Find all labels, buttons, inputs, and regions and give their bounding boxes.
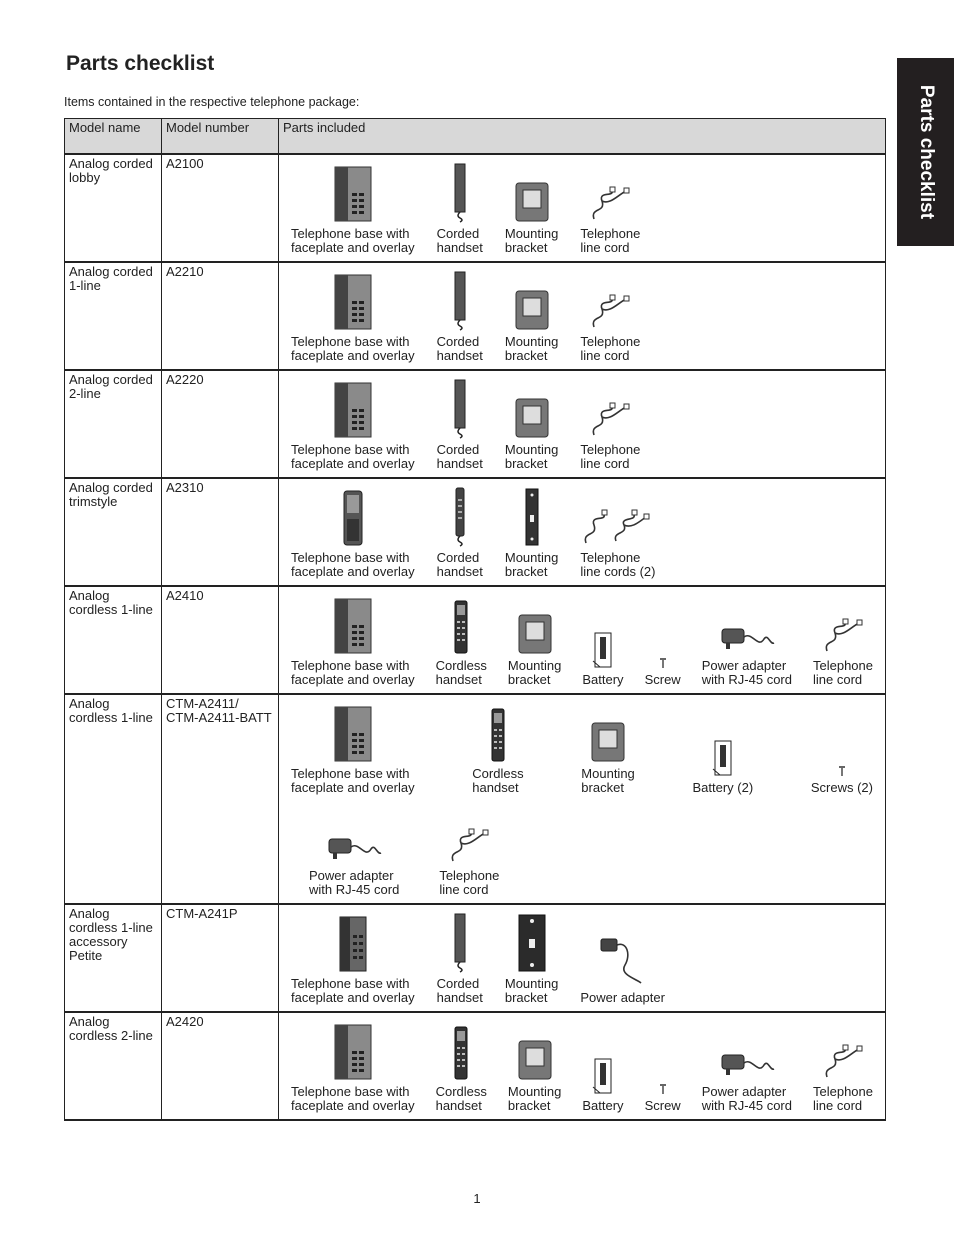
parts-line bbox=[283, 697, 881, 799]
battery-icon bbox=[712, 717, 734, 777]
model-number-cell: CTM-A241P bbox=[162, 904, 279, 1012]
part-item bbox=[813, 595, 873, 687]
model-number-cell: A2410 bbox=[162, 586, 279, 694]
table-row bbox=[65, 154, 886, 262]
side-tab-label: Parts checklist bbox=[915, 84, 937, 220]
model-name-cell: Analog cordless 1-line bbox=[65, 586, 162, 694]
parts-line bbox=[283, 265, 881, 367]
part-label: Cordless handset bbox=[435, 1084, 487, 1113]
model-name-cell: Analog corded 2-line bbox=[65, 370, 162, 478]
telephone-line-cord-icon bbox=[588, 163, 632, 223]
parts-included-cell bbox=[279, 694, 886, 904]
part-item bbox=[645, 609, 681, 687]
part-item bbox=[582, 609, 623, 687]
corded-handset-icon bbox=[452, 913, 468, 973]
part-item bbox=[508, 595, 561, 687]
model-number-cell: A2420 bbox=[162, 1012, 279, 1120]
table-header-row bbox=[65, 119, 886, 155]
corded-handset-slim-icon bbox=[453, 487, 467, 547]
telephone-base-icon bbox=[333, 595, 373, 655]
model-name-cell: Analog corded trimstyle bbox=[65, 478, 162, 586]
power-adapter-icon bbox=[325, 805, 383, 865]
part-label: Corded handset bbox=[436, 550, 483, 579]
telephone-line-cords-icon bbox=[580, 487, 656, 547]
header-model-number: Model number bbox=[162, 119, 279, 155]
part-item bbox=[437, 487, 483, 579]
parts-line bbox=[283, 589, 881, 691]
header-model-name: Model name bbox=[65, 119, 162, 155]
battery-icon bbox=[592, 1035, 614, 1095]
telephone-line-cord-icon bbox=[821, 595, 865, 655]
telephone-base-icon bbox=[333, 379, 373, 439]
table-row bbox=[65, 370, 886, 478]
parts-included-cell bbox=[279, 154, 886, 262]
part-item bbox=[580, 379, 640, 471]
part-item bbox=[436, 1021, 487, 1113]
battery-icon bbox=[592, 609, 614, 669]
cordless-handset-icon bbox=[453, 1021, 469, 1081]
part-label: Telephone base with faceplate and overlay bbox=[291, 334, 415, 363]
table-row bbox=[65, 262, 886, 370]
header-parts-included: Parts included bbox=[279, 119, 886, 155]
model-number-cell: CTM-A2411/ CTM-A2411-BATT bbox=[162, 694, 279, 904]
part-label: Mounting bracket bbox=[504, 976, 559, 1005]
part-label: Corded handset bbox=[436, 226, 483, 255]
parts-included-cell bbox=[279, 478, 886, 586]
power-adapter-small-icon bbox=[597, 927, 649, 987]
trimstyle-base-icon bbox=[342, 487, 364, 547]
telephone-base-icon bbox=[333, 271, 373, 331]
model-number-cell: A2220 bbox=[162, 370, 279, 478]
mounting-bracket-icon bbox=[514, 163, 550, 223]
part-label: Screw bbox=[644, 1098, 681, 1113]
part-label: Corded handset bbox=[436, 976, 483, 1005]
parts-line bbox=[283, 907, 881, 1009]
table-row bbox=[65, 904, 886, 1012]
mounting-bracket-icon bbox=[590, 703, 626, 763]
telephone-base-icon bbox=[333, 703, 373, 763]
telephone-base-icon bbox=[333, 1021, 373, 1081]
part-label: Corded handset bbox=[436, 442, 483, 471]
parts-line bbox=[283, 1015, 881, 1117]
screw-icon bbox=[837, 717, 847, 777]
cordless-handset-icon bbox=[490, 703, 506, 763]
part-label: Corded handset bbox=[436, 334, 483, 363]
part-item bbox=[439, 805, 499, 897]
part-label: Mounting bracket bbox=[507, 658, 562, 687]
part-item bbox=[436, 595, 487, 687]
part-label: Mounting bracket bbox=[581, 766, 635, 795]
part-label: Screw bbox=[644, 672, 681, 687]
part-label: Telephone line cord bbox=[580, 226, 641, 255]
model-name-cell: Analog cordless 1-line accessory Petite bbox=[65, 904, 162, 1012]
part-item bbox=[505, 379, 558, 471]
part-item bbox=[505, 271, 558, 363]
part-item bbox=[702, 595, 792, 687]
part-label: Battery bbox=[582, 1098, 624, 1113]
model-name-cell: Analog cordless 1-line bbox=[65, 694, 162, 904]
part-label: Telephone line cord bbox=[813, 658, 873, 687]
part-label: Telephone base with faceplate and overlay bbox=[291, 442, 415, 471]
petite-base-icon bbox=[338, 913, 368, 973]
parts-table bbox=[64, 118, 886, 1121]
model-name-cell: Analog cordless 2-line bbox=[65, 1012, 162, 1120]
power-adapter-icon bbox=[718, 595, 776, 655]
part-item bbox=[437, 379, 483, 471]
model-number-cell: A2310 bbox=[162, 478, 279, 586]
part-label: Mounting bracket bbox=[504, 442, 559, 471]
parts-included-cell bbox=[279, 586, 886, 694]
model-number-cell: A2210 bbox=[162, 262, 279, 370]
table-row bbox=[65, 1012, 886, 1120]
part-item bbox=[291, 1021, 415, 1113]
corded-handset-icon bbox=[452, 163, 468, 223]
part-item bbox=[291, 913, 415, 1005]
table-row bbox=[65, 478, 886, 586]
part-label: Mounting bracket bbox=[504, 334, 559, 363]
table-row bbox=[65, 694, 886, 904]
part-item bbox=[582, 1035, 623, 1113]
part-label: Telephone line cord bbox=[580, 334, 641, 363]
intro-text: Items contained in the respective telephone package: bbox=[64, 95, 360, 109]
wall-bracket-icon bbox=[524, 487, 540, 547]
telephone-line-cord-icon bbox=[447, 805, 491, 865]
part-label: Power adapter with RJ-45 cord bbox=[701, 1084, 792, 1113]
part-item bbox=[580, 487, 656, 579]
part-item bbox=[692, 717, 753, 795]
corded-handset-icon bbox=[452, 379, 468, 439]
part-item bbox=[811, 717, 873, 795]
part-item bbox=[581, 703, 634, 795]
parts-line bbox=[283, 799, 881, 901]
part-item bbox=[702, 1021, 792, 1113]
part-item bbox=[508, 1021, 561, 1113]
parts-included-cell bbox=[279, 1012, 886, 1120]
part-label: Mounting bracket bbox=[504, 550, 559, 579]
page-number: 1 bbox=[473, 1191, 481, 1206]
part-item bbox=[580, 271, 640, 363]
model-name-cell: Analog corded 1-line bbox=[65, 262, 162, 370]
part-label: Telephone base with faceplate and overlay bbox=[291, 550, 415, 579]
part-label: Telephone line cord bbox=[813, 1084, 873, 1113]
part-item bbox=[437, 271, 483, 363]
corded-handset-icon bbox=[452, 271, 468, 331]
screw-icon bbox=[658, 609, 668, 669]
part-item bbox=[291, 703, 415, 795]
part-item bbox=[472, 703, 523, 795]
mounting-bracket-icon bbox=[514, 379, 550, 439]
part-item bbox=[580, 927, 665, 1005]
telephone-base-icon bbox=[333, 163, 373, 223]
parts-included-cell bbox=[279, 262, 886, 370]
part-item bbox=[437, 913, 483, 1005]
part-item bbox=[813, 1021, 873, 1113]
part-label: Cordless handset bbox=[472, 766, 524, 795]
part-label: Power adapter with RJ-45 cord bbox=[309, 868, 400, 897]
part-item bbox=[437, 163, 483, 255]
part-item bbox=[291, 271, 415, 363]
part-label: Telephone base with faceplate and overlay bbox=[291, 976, 415, 1005]
part-label: Mounting bracket bbox=[507, 1084, 562, 1113]
part-label: Telephone line cords (2) bbox=[580, 550, 656, 579]
parts-line bbox=[283, 481, 881, 583]
mounting-bracket-icon bbox=[514, 271, 550, 331]
part-label: Telephone base with faceplate and overlay bbox=[291, 226, 415, 255]
part-label: Telephone base with faceplate and overlay bbox=[291, 658, 415, 687]
telephone-line-cord-icon bbox=[821, 1021, 865, 1081]
part-label: Power adapter with RJ-45 cord bbox=[701, 658, 792, 687]
parts-included-cell bbox=[279, 370, 886, 478]
part-label: Telephone line cord bbox=[580, 442, 641, 471]
part-label: Telephone base with faceplate and overlay bbox=[291, 766, 415, 795]
parts-included-cell bbox=[279, 904, 886, 1012]
part-item bbox=[505, 913, 558, 1005]
part-item bbox=[291, 163, 415, 255]
part-item bbox=[291, 379, 415, 471]
power-adapter-icon bbox=[718, 1021, 776, 1081]
part-label: Battery bbox=[582, 672, 624, 687]
part-item bbox=[309, 805, 399, 897]
mounting-bracket-icon bbox=[517, 595, 553, 655]
telephone-line-cord-icon bbox=[588, 271, 632, 331]
part-label: Mounting bracket bbox=[504, 226, 559, 255]
part-item bbox=[291, 487, 415, 579]
part-item bbox=[505, 487, 558, 579]
screw-icon bbox=[658, 1035, 668, 1095]
part-item bbox=[291, 595, 415, 687]
part-label: Telephone base with faceplate and overlay bbox=[291, 1084, 415, 1113]
parts-line bbox=[283, 157, 881, 259]
part-item bbox=[505, 163, 558, 255]
side-tab bbox=[897, 58, 954, 246]
model-number-cell: A2100 bbox=[162, 154, 279, 262]
part-label: Cordless handset bbox=[435, 658, 487, 687]
part-label: Screws (2) bbox=[810, 780, 873, 795]
parts-line bbox=[283, 373, 881, 475]
table-row bbox=[65, 586, 886, 694]
telephone-line-cord-icon bbox=[588, 379, 632, 439]
mounting-bracket-icon bbox=[517, 1021, 553, 1081]
page-title: Parts checklist bbox=[66, 52, 215, 75]
part-label: Battery (2) bbox=[692, 780, 754, 795]
cordless-handset-icon bbox=[453, 595, 469, 655]
model-name-cell: Analog corded lobby bbox=[65, 154, 162, 262]
wall-bracket-large-icon bbox=[517, 913, 547, 973]
part-item bbox=[580, 163, 640, 255]
part-label: Power adapter bbox=[580, 990, 665, 1005]
part-label: Telephone line cord bbox=[439, 868, 500, 897]
part-item bbox=[645, 1035, 681, 1113]
